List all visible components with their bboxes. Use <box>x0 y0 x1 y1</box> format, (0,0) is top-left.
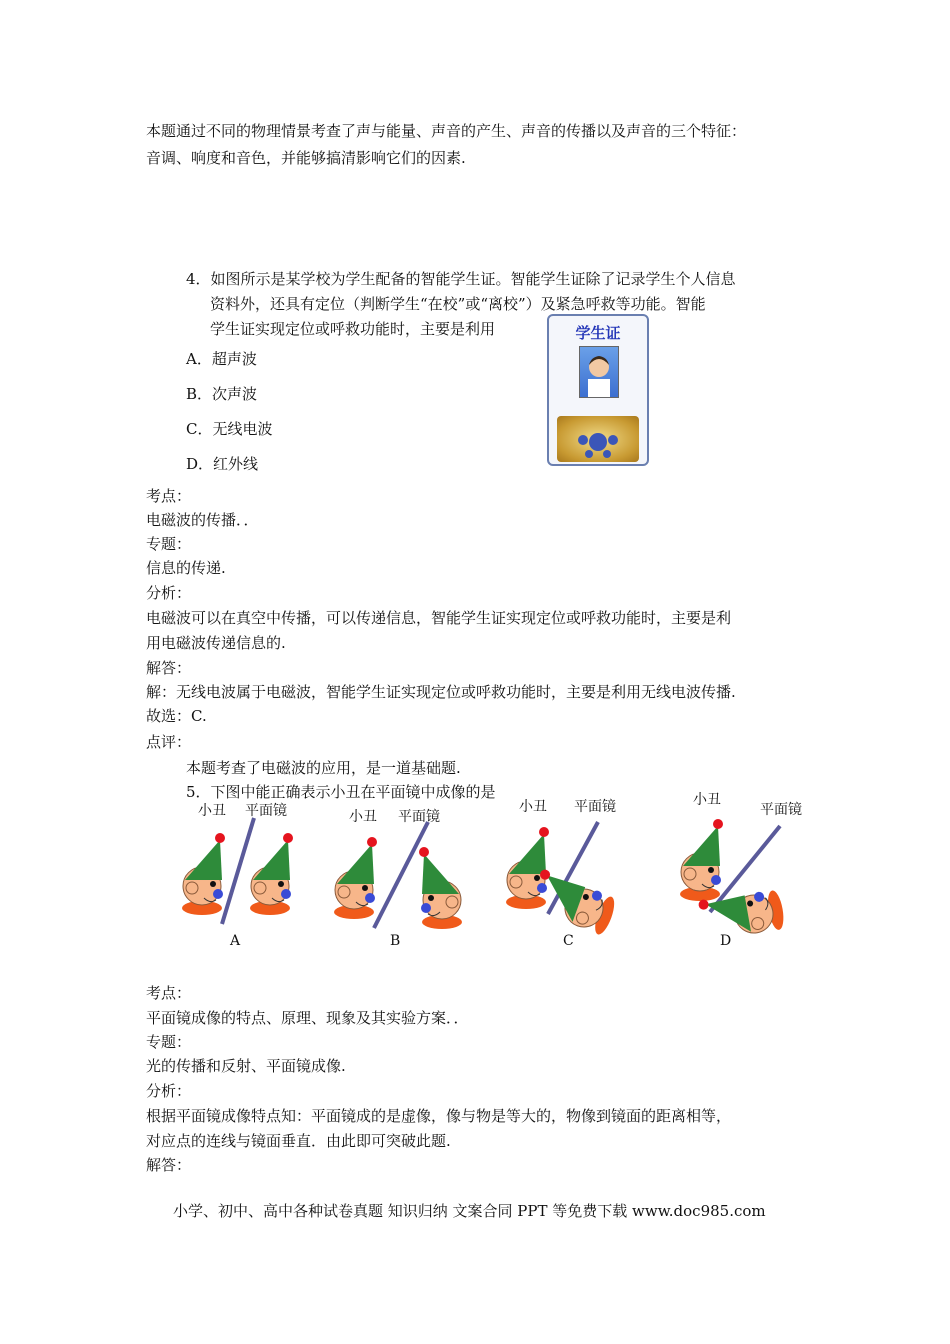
q5-jieda-label: 解答： <box>146 1156 192 1174</box>
q5-fenxi-line-2: 对应点的连线与镜面垂直．由此即可突破此题. <box>146 1132 451 1150</box>
panel-b-label: B <box>390 933 401 949</box>
q5-zhuanti: 光的传播和反射、平面镜成像. <box>146 1057 346 1075</box>
q4-option-a: A．超声波 <box>186 350 257 368</box>
q5-kaodian: 平面镜成像的特点、原理、现象及其实验方案．． <box>146 1009 469 1027</box>
panel-c-mirror-label: 平面镜 <box>574 799 616 815</box>
q4-fenxi-line-1: 电磁波可以在真空中传播，可以传递信息，智能学生证实现定位或呼救功能时，主要是利 <box>146 609 732 627</box>
intro-line-2: 音调、响度和音色，并能够搞清影响它们的因素. <box>146 149 466 167</box>
q4-option-b: B．次声波 <box>186 385 258 403</box>
q5-stem: 5．下图中能正确表示小丑在平面镜中成像的是 <box>186 783 496 801</box>
panel-d-clown-label: 小丑 <box>693 792 721 808</box>
card-emblem <box>557 416 639 462</box>
q4-dianping-label: 点评： <box>146 733 192 751</box>
panel-b <box>334 822 462 929</box>
panel-b-mirror-label: 平面镜 <box>398 809 440 825</box>
student-photo <box>579 346 619 398</box>
panel-b-clown-label: 小丑 <box>349 809 377 825</box>
intro-line-1: 本题通过不同的物理情景考查了声与能量、声音的产生、声音的传播以及声音的三个特征： <box>146 122 747 140</box>
panel-c-clown-label: 小丑 <box>519 799 547 815</box>
student-card-title: 学生证 <box>575 324 621 342</box>
panel-a-clown-label: 小丑 <box>198 803 226 819</box>
q4-fenxi-label: 分析： <box>146 584 192 602</box>
q5-kaodian-label: 考点： <box>146 984 192 1002</box>
student-card-image <box>547 314 649 466</box>
q5-fenxi-line-1: 根据平面镜成像特点知：平面镜成的是虚像，像与物是等大的，物像到镜面的距离相等， <box>146 1107 732 1125</box>
q4-dianping: 本题考查了电磁波的应用，是一道基础题. <box>186 759 461 777</box>
q4-kaodian: 电磁波的传播．． <box>146 511 259 529</box>
q5-zhuanti-label: 专题： <box>146 1033 192 1051</box>
q4-fenxi-line-2: 用电磁波传递信息的. <box>146 634 286 652</box>
panel-d-label: D <box>720 933 732 949</box>
panel-a <box>182 818 293 924</box>
q4-stem-line-2: 资料外，还具有定位（判断学生“在校”或“离校”）及紧急呼救等功能。智能 <box>210 295 706 313</box>
q4-stem-line-1: 4．如图所示是某学校为学生配备的智能学生证。智能学生证除了记录学生个人信息 <box>186 270 736 288</box>
q4-option-d: D．红外线 <box>186 455 259 473</box>
panel-d <box>680 819 786 943</box>
panel-c <box>506 822 619 937</box>
q4-jieda-label: 解答： <box>146 659 192 677</box>
panel-d-mirror-label: 平面镜 <box>760 802 802 818</box>
q5-fenxi-label: 分析： <box>146 1082 192 1100</box>
q4-zhuanti: 信息的传递. <box>146 559 226 577</box>
panel-a-mirror-label: 平面镜 <box>245 803 287 819</box>
q4-zhuanti-label: 专题： <box>146 535 192 553</box>
q4-option-c: C．无线电波 <box>186 420 273 438</box>
panel-a-label: A <box>230 933 241 949</box>
panel-c-label: C <box>563 933 574 949</box>
q4-jieda-line-1: 解：无线电波属于电磁波，智能学生证实现定位或呼救功能时，主要是利用无线电波传播. <box>146 683 736 701</box>
q4-jieda-line-2: 故选：C. <box>146 707 207 725</box>
q4-stem-line-3: 学生证实现定位或呼救功能时，主要是利用 <box>210 320 496 338</box>
q4-kaodian-label: 考点： <box>146 487 192 505</box>
page-footer: 小学、初中、高中各种试卷真题 知识归纳 文案合同 PPT 等免费下载 www.doc985.com <box>173 1202 766 1220</box>
